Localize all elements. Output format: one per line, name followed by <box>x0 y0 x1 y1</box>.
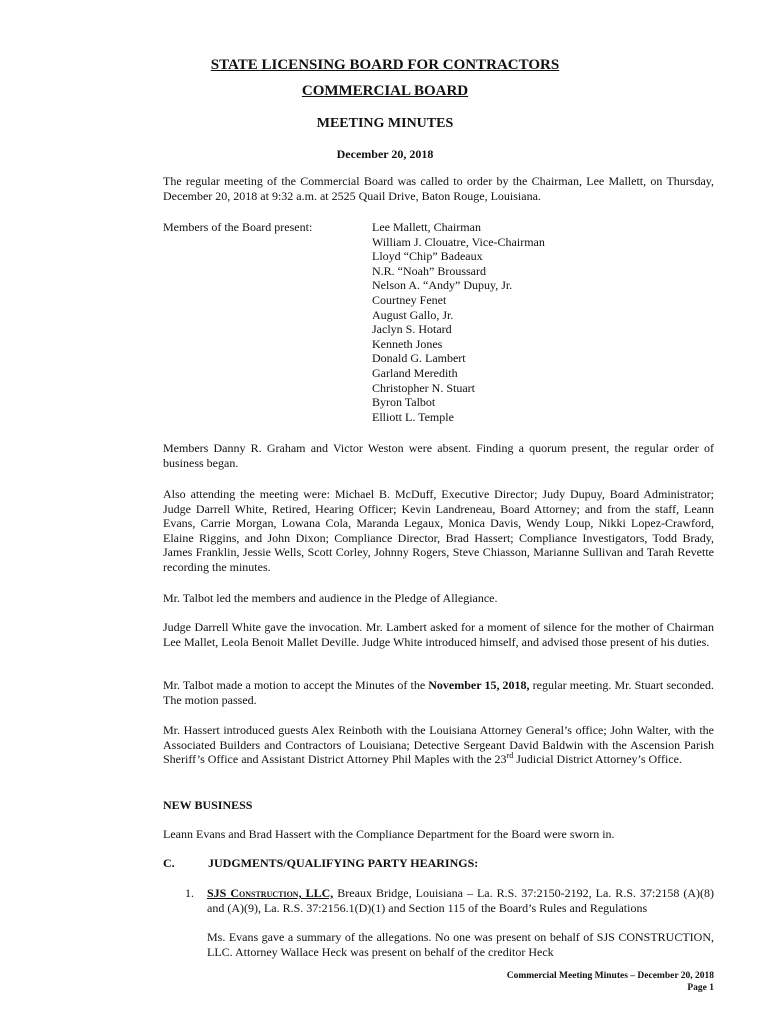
guests-text-after: Judicial District Attorney’s Office. <box>513 752 682 767</box>
members-label: Members of the Board present: <box>163 220 313 234</box>
member-item: Elliott L. Temple <box>372 409 454 424</box>
item-description <box>207 886 714 915</box>
invocation-paragraph: Judge Darrell White gave the invocation. Mr. Lambert asked for a moment of silence for the mother of Chairman Lee Mallet, Leola Benoit Mallet Deville. Judge White introduced himself, and advised those present of his duties. <box>163 620 714 649</box>
board-title: STATE LICENSING BOARD FOR CONTRACTORS <box>210 57 560 73</box>
section-title: JUDGMENTS/QUALIFYING PARTY HEARINGS: <box>208 856 479 870</box>
member-item: Christopher N. Stuart <box>372 380 475 395</box>
page-number: Page 1 <box>687 983 714 993</box>
section-c-heading <box>163 856 478 871</box>
member-item: Lee Mallett, Chairman <box>372 220 481 234</box>
member-item: N.R. “Noah” Broussard <box>372 263 486 278</box>
sworn-in-paragraph: Leann Evans and Brad Hassert with the Compliance Department for the Board were sworn in. <box>163 827 615 841</box>
member-item: Garland Meredith <box>372 365 458 380</box>
members-list <box>372 220 545 424</box>
motion-date: November 15, 2018, <box>428 678 530 692</box>
pledge-paragraph: Mr. Talbot led the members and audience in the Pledge of Allegiance. <box>163 591 498 605</box>
member-item: August Gallo, Jr. <box>372 307 454 322</box>
item-statutes: Breaux Bridge, Louisiana – La. R.S. 37:2150-2192, La. R.S. 37:2158 (A)(8) and (A)(9), La. R.S. 37:2156.1(D)(1) and Section 115 of the Board’s Rules and Regulations <box>207 886 714 915</box>
member-item: Jaclyn S. Hotard <box>372 322 452 337</box>
motion-text-after: regular meeting. Mr. Stuart seconded. The motion passed. <box>163 678 714 707</box>
guests-ordinal: rd <box>506 751 514 761</box>
section-letter: C. <box>163 856 175 870</box>
member-item: Kenneth Jones <box>372 336 443 351</box>
member-item: Donald G. Lambert <box>372 351 466 366</box>
member-item: Byron Talbot <box>372 395 436 410</box>
motion-text-before: Mr. Talbot made a motion to accept the Minutes of the <box>163 678 429 692</box>
footer-title: Commercial Meeting Minutes – December 20, 2018 <box>506 971 714 981</box>
meeting-date: December 20, 2018 <box>336 147 434 161</box>
item-number: 1. <box>185 886 194 900</box>
member-item: William J. Clouatre, Vice-Chairman <box>372 234 545 249</box>
respondent-name: SJS Construction, LLC, <box>207 886 334 900</box>
member-item: Courtney Fenet <box>372 292 447 307</box>
absent-paragraph: Members Danny R. Graham and Victor Weston were absent. Finding a quorum present, the regular order of business began. <box>163 441 714 470</box>
guests-text-before: Mr. Hassert introduced guests Alex Reinboth with the Louisiana Attorney General’s office; John Walter, with the Associated Builders and Contractors of Louisiana; Detective Sergeant David Baldwin with the Ascension Parish Sheriff’s Office and Assistant District Attorney Phil Maples with the 23 <box>163 723 714 767</box>
minutes-motion-paragraph <box>163 678 714 707</box>
document-type: MEETING MINUTES <box>316 116 454 131</box>
member-item: Nelson A. “Andy” Dupuy, Jr. <box>372 278 513 293</box>
item-summary: Ms. Evans gave a summary of the allegations. No one was present on behalf of SJS CONSTRUCTION, LLC. Attorney Wallace Heck was present on behalf of the creditor Heck <box>207 930 714 959</box>
intro-paragraph: The regular meeting of the Commercial Board was called to order by the Chairman, Lee Mallett, on Thursday, December 20, 2018 at 9:32 a.m. at 2525 Quail Drive, Baton Rouge, Louisiana. <box>163 174 714 203</box>
attendance-paragraph: Also attending the meeting were: Michael B. McDuff, Executive Director; Judy Dupuy, Board Administrator; Judge Darrell White, Retired, Hearing Officer; Kevin Landreneau, Board Attorney; and from the staff, Leann Evans, Carrie Morgan, Lowana Cola, Maranda Legaux, Monica Davis, Wendy Loup, Nikki Lopez-Crawford, Elaine Riggins, and John Dixon; Compliance Director, Brad Hassert; Compliance Investigators, Todd Brady, James Franklin, Jessie Wells, Scott Corley, Johnny Rogers, Steve Chiasson, Marianne Sullivan and Tarah Revette recording the minutes. <box>163 487 714 574</box>
board-subtitle: COMMERCIAL BOARD <box>301 83 469 99</box>
new-business-heading: NEW BUSINESS <box>163 798 253 812</box>
member-item: Lloyd “Chip” Badeaux <box>372 249 483 264</box>
page-footer <box>507 970 714 994</box>
guests-paragraph <box>163 723 714 767</box>
